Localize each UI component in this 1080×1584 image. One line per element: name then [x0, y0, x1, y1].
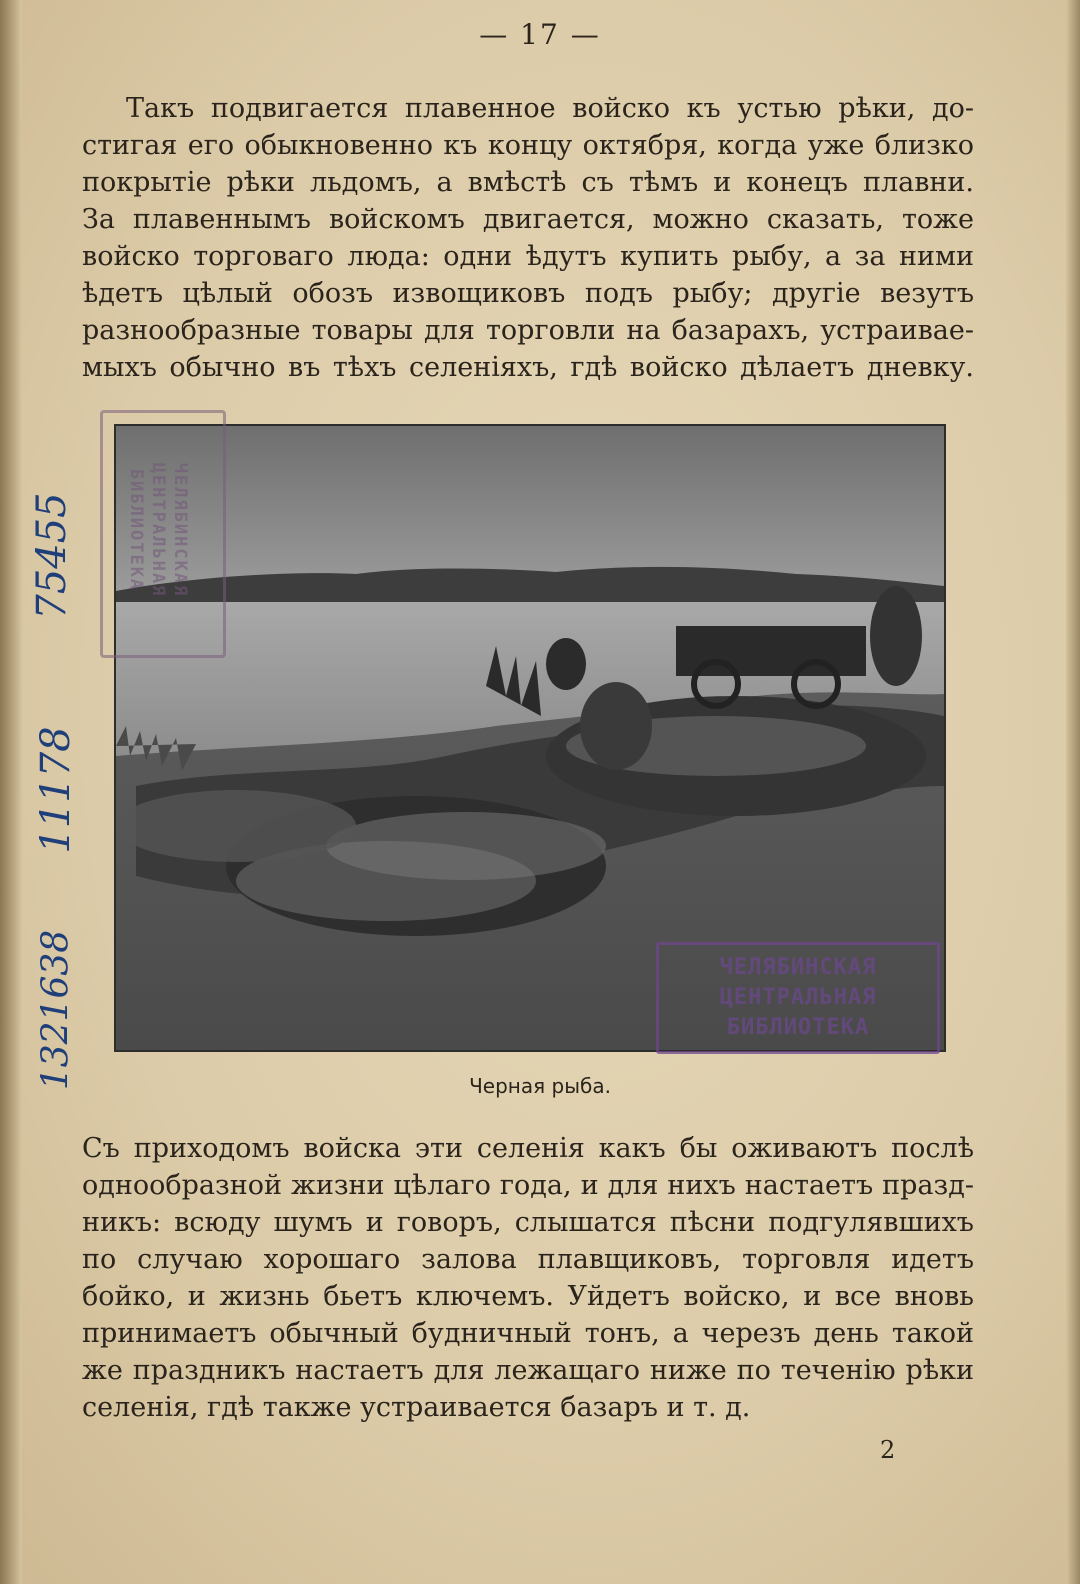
text-line: мыхъ обычно въ тѣхъ селеніяхъ, гдѣ войско дѣлаетъ дневку. [82, 352, 974, 383]
stamp-line: ЦЕНТРАЛЬНАЯ [719, 985, 877, 1010]
handwritten-number: 75455 [29, 492, 75, 620]
signature-mark: 2 [880, 1436, 896, 1464]
text-line: стигая его обыкновенно къ концу октября, когда уже близко [82, 130, 974, 161]
handwritten-number: 1321638 [35, 929, 77, 1091]
library-stamp-top-text [125, 463, 191, 598]
paragraph-1 [82, 90, 974, 386]
handwritten-number: 11178 [33, 726, 79, 854]
page-edge [1066, 0, 1080, 1584]
text-line: принимаетъ обычный будничный тонъ, а черезъ день такой [82, 1318, 974, 1349]
text-line: покрытіе рѣки льдомъ, а вмѣстѣ съ тѣмъ и конецъ плавни. [82, 167, 974, 198]
text-line: бойко, и жизнь бьетъ ключемъ. Уйдетъ войско, и все вновь [82, 1281, 974, 1312]
text-line: Съ приходомъ войска эти селенія какъ бы оживаютъ послѣ [82, 1133, 974, 1164]
page-number: — 17 — [479, 18, 601, 51]
text-line: разнообразные товары для торговли на базарахъ, устраивае- [82, 315, 974, 346]
text-line: селенія, гдѣ также устраивается базаръ и т. д. [82, 1392, 751, 1423]
figure-caption: Черная рыба. [469, 1074, 611, 1098]
text-line: же праздникъ настаетъ для лежащаго ниже по теченію рѣки [82, 1355, 974, 1386]
text-line: по случаю хорошаго залова плавщиковъ, торговля идетъ [82, 1244, 974, 1275]
stamp-line: БИБЛИОТЕКА [126, 468, 146, 592]
stamp-line: ЧЕЛЯБИНСКАЯ [170, 462, 190, 598]
stamp-line: БИБЛИОТЕКА [726, 1015, 870, 1040]
library-stamp-bottom [656, 942, 940, 1054]
stamp-line: ЧЕЛЯБИНСКАЯ [719, 955, 877, 980]
paragraph-2 [82, 1130, 974, 1426]
text-line: Такъ подвигается плавенное войско къ устью рѣки, до- [126, 93, 974, 124]
text-line: За плавеннымъ войскомъ двигается, можно сказать, тоже [82, 204, 974, 235]
stamp-line: ЦЕНТРАЛЬНАЯ [148, 462, 168, 598]
page-spine [0, 0, 22, 1584]
text-line: никъ: всюду шумъ и говоръ, слышатся пѣсни подгулявшихъ [82, 1207, 974, 1238]
text-line: ѣдетъ цѣлый обозъ извощиковъ подъ рыбу; другіе везутъ [82, 278, 974, 309]
text-line: однообразной жизни цѣлаго года, и для нихъ настаетъ празд- [82, 1170, 974, 1201]
text-line: войско торговаго люда: одни ѣдутъ купить рыбу, а за ними [82, 241, 974, 272]
